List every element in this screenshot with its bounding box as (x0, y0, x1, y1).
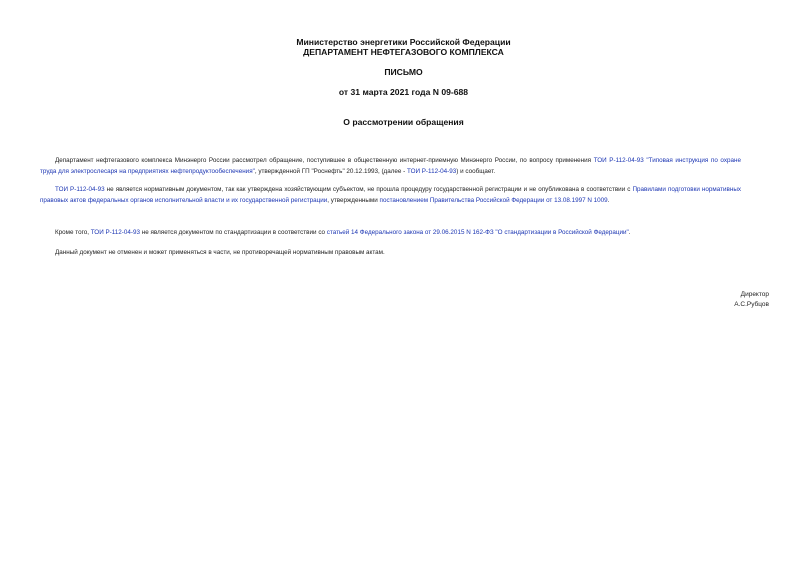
signatory-title: Директор (740, 291, 769, 298)
link-toi-short[interactable]: ТОИ Р-112-04-93 (90, 229, 141, 236)
link-registration-rules[interactable]: Правилами подготовки нормативных правовых актов федеральных органов исполнительной власти и их государственной регистрации (40, 186, 741, 204)
signatory-name: А.С.Рубцов (734, 301, 769, 308)
paragraph-2-text-3: . (607, 196, 610, 204)
paragraph-2 (40, 185, 741, 206)
ministry-name: Министерство энергетики Российской Федерации (296, 37, 511, 47)
paragraph-3-text-3: . (628, 229, 631, 236)
department-name: ДЕПАРТАМЕНТ НЕФТЕГАЗОВОГО КОМПЛЕКСА (303, 47, 504, 57)
document-subject: О рассмотрении обращения (343, 117, 464, 127)
link-toi-short[interactable]: ТОИ Р-112-04-93 (55, 186, 105, 193)
document-type: ПИСЬМО (384, 67, 423, 77)
paragraph-4-text-1: Данный документ не отменен и может применяться в части, не противоречащей нормативным правовым актам. (55, 249, 385, 256)
paragraph-2-text-1: не является нормативным документом, так как утверждена хозяйствующим субъектом, не прошла процедуру государственной регистрации и не опубликована в соответствии с (104, 186, 633, 193)
link-toi-full-title[interactable]: ТОИ Р-112-04-93 "Типовая инструкция по охране труда для электрослесаря на предприятиях нефтепродуктообеспечения" (40, 157, 741, 175)
paragraph-1-text-1: Департамент нефтегазового комплекса Минэнерго России рассмотрел обращение, поступившее в общественную интернет-приемную Минэнерго России, по вопросу применения (55, 157, 594, 164)
paragraph-4 (40, 248, 741, 259)
link-government-decree[interactable]: постановлением Правительства Российской Федерации от 13.08.1997 N 1009 (379, 196, 608, 204)
paragraph-3-text-2: не является документом по стандартизации в соответствии со (140, 229, 327, 236)
paragraph-3-text-1: Кроме того, (55, 229, 91, 236)
paragraph-3 (40, 228, 741, 239)
link-toi-short[interactable]: ТОИ Р-112-04-93 (407, 167, 457, 175)
paragraph-1-text-3: ) и сообщает. (456, 167, 496, 175)
link-federal-law-article-14[interactable]: статьей 14 Федерального закона от 29.06.2015 N 162-ФЗ "О стандартизации в Российской Федерации" (326, 229, 629, 236)
document-date-number: от 31 марта 2021 года N 09-688 (338, 87, 469, 97)
paragraph-1 (40, 156, 741, 177)
paragraph-2-text-2: , утвержденными (327, 196, 380, 204)
paragraph-1-text-2: , утвержденной ГП "Роснефть" 20.12.1993, (далее - (254, 167, 407, 175)
